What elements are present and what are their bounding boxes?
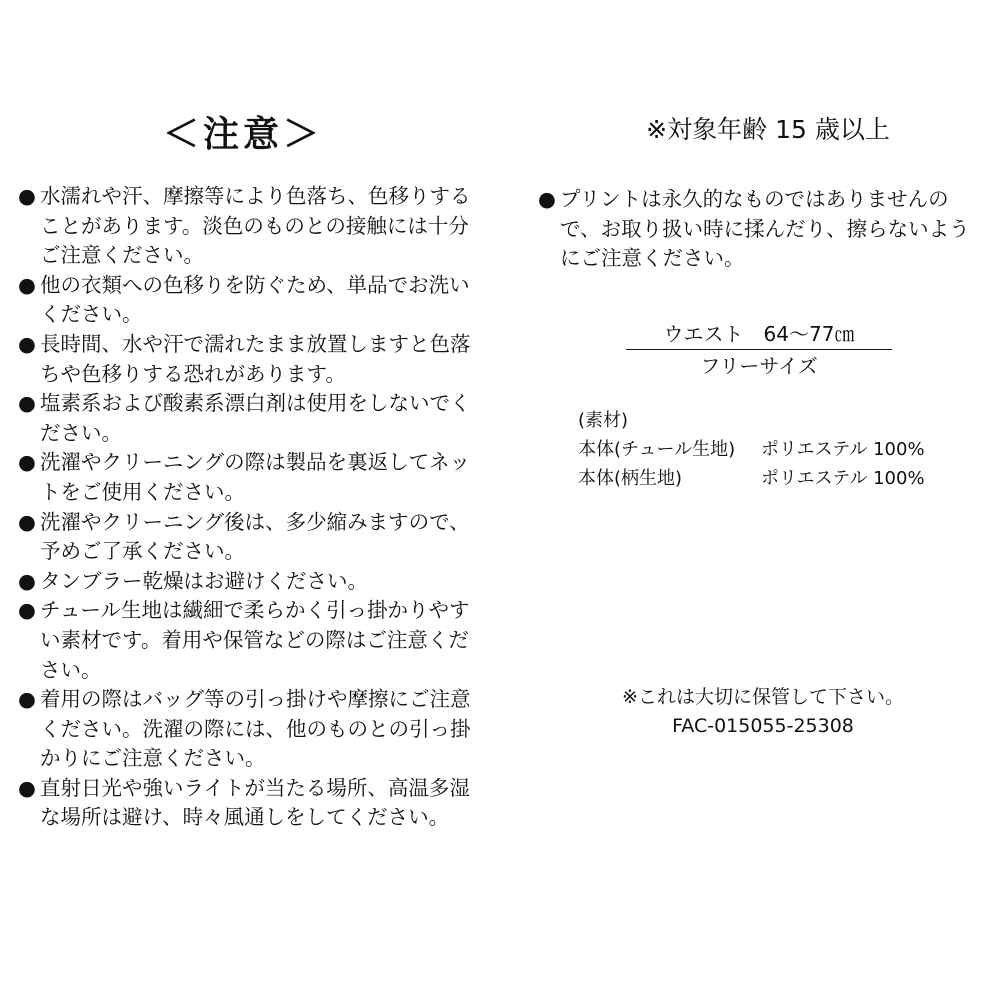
material-composition: ポリエステル 100% xyxy=(761,438,925,460)
material-row xyxy=(578,464,988,493)
caution-text: 直射日光や強いライトが当たる場所、高温多湿な場所は避け、時々風通しをしてください。 xyxy=(40,775,470,830)
info-column xyxy=(538,110,988,741)
print-note-text: プリントは永久的なものではありませんので、お取り扱い時に揉んだり、擦らないようにご注意ください。 xyxy=(560,187,970,271)
bullet-icon: ● xyxy=(18,509,36,534)
caution-text: 塩素系および酸素系漂白剤は使用をしないでください。 xyxy=(40,391,471,445)
print-note xyxy=(538,185,988,274)
caution-item xyxy=(18,182,478,271)
bullet-icon: ● xyxy=(18,687,36,712)
caution-item xyxy=(18,596,478,685)
caution-item xyxy=(18,448,478,507)
caution-column xyxy=(18,110,478,833)
material-part: 本体(チュール生地) xyxy=(578,438,736,460)
footer xyxy=(538,683,988,741)
caution-item xyxy=(18,685,478,774)
material-composition: ポリエステル 100% xyxy=(761,467,925,489)
material-part: 本体(柄生地) xyxy=(578,467,683,489)
caution-heading: ＜注意＞ xyxy=(162,114,323,155)
caution-item xyxy=(18,567,478,597)
caution-text: チュール生地は繊細で柔らかく引っ掛かりやすい素材です。着用や保管などの際はご注意ください。 xyxy=(40,598,470,682)
material-block xyxy=(578,406,988,493)
caution-text: タンブラー乾燥はお避けください。 xyxy=(40,568,368,593)
caution-list xyxy=(18,182,478,833)
bullet-icon: ● xyxy=(18,272,36,297)
bullet-icon: ● xyxy=(18,450,36,475)
bullet-icon: ● xyxy=(18,184,36,208)
caution-item xyxy=(18,508,478,567)
caution-text: 長時間、水や汗で濡れたまま放置しますと色落ちや色移りする恐れがあります。 xyxy=(40,331,471,386)
bullet-icon: ● xyxy=(18,331,36,356)
waist-size: ウエスト 64〜77㎝ xyxy=(663,321,855,346)
caution-text: 洗濯やクリーニングの際は製品を裏返してネットをご使用ください。 xyxy=(40,450,471,504)
size-label: フリーサイズ xyxy=(700,353,818,378)
caution-item xyxy=(18,389,478,448)
caution-item xyxy=(18,330,478,389)
age-note: ※対象年齢 15 歳以上 xyxy=(646,115,890,144)
product-code: FAC-015055-25308 xyxy=(672,714,854,737)
bullet-icon: ● xyxy=(18,391,36,416)
keep-note: ※これは大切に保管して下さい。 xyxy=(622,685,904,708)
caution-text: 洗濯やクリーニング後は、多少縮みますので、予めご了承ください。 xyxy=(40,509,470,564)
material-row xyxy=(578,435,988,464)
caution-text: 水濡れや汗、摩擦等により色落ち、色移りすることがあります。淡色のものとの接触には十分ご注意ください。 xyxy=(40,184,471,268)
caution-text: 他の衣類への色移りを防ぐため、単品でお洗いください。 xyxy=(40,272,470,327)
bullet-icon: ● xyxy=(18,568,36,593)
size-block xyxy=(626,319,892,382)
bullet-icon: ● xyxy=(18,775,36,800)
bullet-icon: ● xyxy=(538,187,556,211)
caution-item xyxy=(18,774,478,833)
caution-text: 着用の際はバッグ等の引っ掛けや摩擦にご注意ください。洗濯の際には、他のものとの引っ掛かりにご注意ください。 xyxy=(40,687,471,771)
material-heading: (素材) xyxy=(578,409,629,431)
caution-item xyxy=(18,271,478,330)
bullet-icon: ● xyxy=(18,598,36,623)
